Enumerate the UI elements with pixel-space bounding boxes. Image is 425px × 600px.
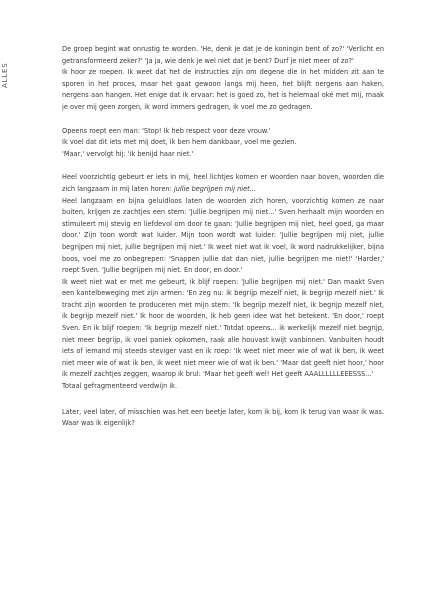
paragraph-spacer	[62, 160, 384, 172]
paragraph-fragmented: Totaal gefragmenteerd verdwijn ik.	[62, 382, 178, 391]
words-rise-text: Heel voorzichtig gebeurt er iets in mij, heel lichtjes komen er woorden naar boven, woorden die zich langzaam in mij laten horen:	[62, 173, 384, 193]
paragraph-words-rise	[62, 172, 384, 195]
paragraph-envy: 'Maar,' vervolgt hij: 'ik benijd haar niet.'	[62, 149, 194, 158]
paragraph-carried: Ik hoor ze roepen. Ik weet dat het de instructies zijn om degene die in het midden zit aan te sporen in het proces, maar het gaat gewoon langs mij heen, het blijft nergens aan haken, nergens aan hangen. Het enige dat ik ervaar: het is goed zo, het is helemaal oké met mij, maak je over mij geen zorgen, ik word immers gedragen, ik voel me zo gedragen.	[62, 68, 384, 111]
paragraph-seen: Ik voel dat dit iets met mij doet, ik ben hem dankbaar, voel me gezien.	[62, 138, 297, 147]
paragraph-spacer	[62, 114, 384, 126]
running-section-label: ALLES	[1, 62, 9, 88]
paragraph-self-not-understood: Ik weet niet wat er met me gebeurt, ik blijf roepen: 'Jullie begrijpen mij niet.' Dan maakt Sven een kantelbeweging met zijn armen: 'En zeg nu: ik begrijp mezelf niet, ik begrijp mezelf niet.' Ik tracht zijn woorden te produceren met mijn stem: 'Ik begrijp mezelf niet, ik begrijp mezelf niet, ik begrijp mezelf niet.' Ik hoor de woorden, ik heb geen idee wat het betekent. 'En door,' roept Sven. En ik blijf roepen: 'Ik begrijp mezelf niet.' Totdat opeens... ik werkelijk mezelf niet begrijp, niet meer begrijp, ik voel paniek opkomen, raak alle houvast kwijt vanbinnen. Vanbuiten houdt iets of iemand mij steeds steviger vast en ik roep: 'Ik weet niet meer wie of wat ik ben, ik weet niet meer wie of wat ik ben, ik weet niet meer wie of wat ik ben.' 'Maar dat geeft niet hoor,' hoor ik mezelf zachtjes zeggen, waarop ik brul: 'Maar het geeft wel! Het geeft AAALLLLLLEEESSS...'	[62, 277, 384, 379]
paragraph-later: Later, veel later, of misschien was het een beetje later, kom ik bij, kom ik terug van waar ik was. Waar was ik eigenlijk?	[62, 407, 384, 428]
paragraph-spacer	[62, 393, 384, 407]
body-text	[62, 44, 384, 430]
paragraph-not-understood: Heel langzaam en bijna geluidloos laten de woorden zich horen, voorzichtig komen ze naar buiten, krijgen ze zachtjes een stem: 'Jullie begrijpen mij niet...' Sven herhaalt mijn woorden en stimuleert mij stevig en liefdevol om door te gaan: 'Jullie begrijpen mij niet, heel goed, ga maar door.' Zijn toon wordt wat luider. Mijn toon wordt wat luider: 'Jullie begrijpen mij niet, jullie begrijpen mij niet, jullie begrijpen mij niet.' Ik weet niet wat ik voel, ik word nadrukkelijker, bijna boos, voel me zo onbegrepen: 'Snappen jullie dat dan niet, jullie begrijpen me niet!' 'Harder,' roept Sven. 'Jullie begrijpen mij niet. En door, en door.'	[62, 196, 384, 275]
paragraph-stop: Opeens roept een man: 'Stop! Ik heb respect voor deze vrouw.'	[62, 126, 271, 135]
paragraph-group-unrest: De groep begint wat onrustig te worden. 'He, denk je dat je de koningin bent of zo?' 'Verlicht en getransformeerd zeker?' 'Ja ja, wie denk je wel niet dat je bent? Durf je niet meer of zo?'	[62, 45, 384, 65]
italic-phrase: jullie begrijpen mij niet...	[173, 184, 257, 193]
